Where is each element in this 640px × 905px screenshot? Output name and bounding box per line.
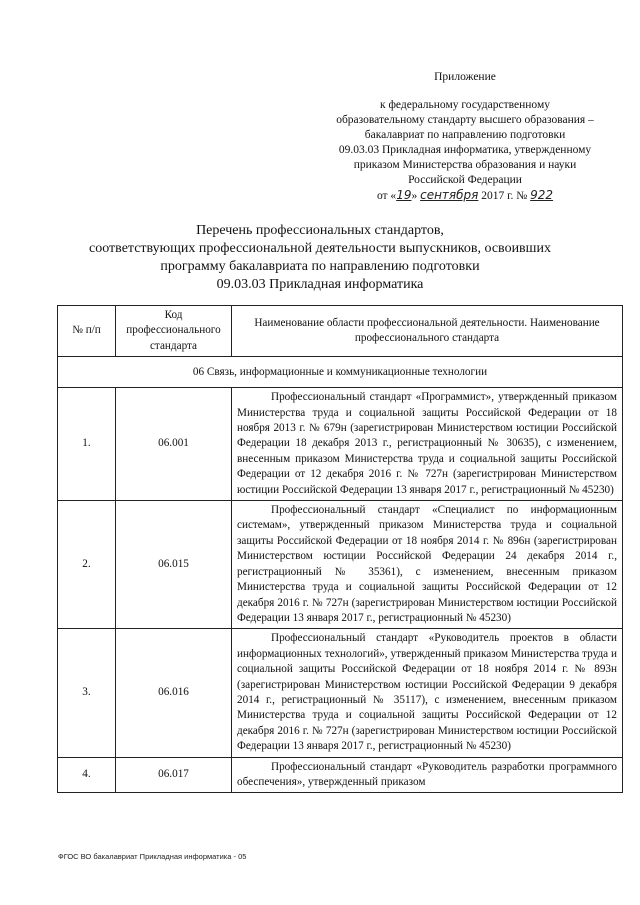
row-num: 2. (58, 501, 116, 629)
row-num: 1. (58, 388, 116, 501)
heading-line: соответствующих профессиональной деятельности выпускников, освоивших (89, 241, 551, 256)
handwritten-number: 922 (530, 188, 554, 202)
header-name: Наименование области профессиональной деятельности. Наименование профессионального стандарта (232, 306, 623, 357)
date-year: 2017 г. № (481, 190, 528, 202)
order-date-line (300, 188, 630, 204)
section-title: 06 Связь, информационные и коммуникационные технологии (58, 357, 623, 388)
appendix-line: Российской Федерации (408, 174, 522, 186)
row-code: 06.001 (116, 388, 232, 501)
row-code: 06.017 (116, 757, 232, 793)
handwritten-month: сентября (420, 188, 479, 202)
date-prefix: от « (376, 190, 397, 202)
appendix-line: бакалавриат по направлению подготовки (364, 129, 566, 141)
table-row (58, 388, 623, 501)
appendix-title: Приложение (434, 71, 496, 83)
row-text: Профессиональный стандарт «Руководитель проектов в области информационных технологий», утвержденный приказом Министерства труда и социальной защиты Российской Федерации от 18 ноября 2014 г. № 893н (зарегистрирован Министерством юстиции Российской Федерации 9 декабря 2014 г., регистрационный № 35117), с изменением, внесенным приказом Министерства труда и социальной защиты Российской Федерации от 12 декабря 2016 г. № 727н (зарегистрирован Министерством юстиции Российской Федерации 13 января 2017 г., регистрационный № 45230) (232, 629, 623, 757)
row-code: 06.015 (116, 501, 232, 629)
heading-line: 09.03.03 Прикладная информатика (216, 277, 424, 292)
row-text: Профессиональный стандарт «Программист», утвержденный приказом Министерства труда и социальной защиты Российской Федерации от 18 ноября 2013 г. № 679н (зарегистрирован Министерством юстиции Российской Федерации 18 декабря 2013 г., регистрационный № 30635), с изменением, внесенным приказом Министерства труда и социальной защиты Российской Федерации от 12 декабря 2016 г. № 727н (зарегистрирован Министерством юстиции Российской Федерации 13 января 2017 г., регистрационный № 45230) (232, 388, 623, 501)
page-footer: ФГОС ВО бакалавриат Прикладная информатика - 05 (58, 852, 247, 861)
appendix-line: 09.03.03 Прикладная информатика, утвержденному (338, 144, 592, 156)
row-num: 4. (58, 757, 116, 793)
table-row (58, 501, 623, 629)
row-code: 06.016 (116, 629, 232, 757)
header-num: № п/п (58, 306, 116, 357)
appendix-block (300, 70, 630, 204)
document-heading (60, 222, 580, 294)
date-mid: » (411, 190, 418, 202)
heading-line: Перечень профессиональных стандартов, (196, 223, 444, 238)
table-row (58, 757, 623, 793)
row-num: 3. (58, 629, 116, 757)
section-row (58, 357, 623, 388)
row-text: Профессиональный стандарт «Руководитель разработки программного обеспечения», утвержденный приказом (232, 757, 623, 793)
appendix-line: приказом Министерства образования и науки (353, 159, 577, 171)
standards-table (57, 305, 623, 793)
handwritten-day: 19 (396, 188, 412, 202)
heading-line: программу бакалавриата по направлению подготовки (160, 259, 480, 274)
table-header-row (58, 306, 623, 357)
appendix-line: к федеральному государственному (380, 99, 550, 111)
appendix-line: образовательному стандарту высшего образования – (336, 114, 594, 126)
header-code: Код профессионального стандарта (116, 306, 232, 357)
row-text: Профессиональный стандарт «Специалист по информационным системам», утвержденный приказом Министерства труда и социальной защиты Российской Федерации от 18 ноября 2014 г. № 896н (зарегистрирован Министерством юстиции Российской Федерации 24 декабря 2014 г., регистрационный № 35361), с изменением, внесенным приказом Министерства труда и социальной защиты Российской Федерации от 12 декабря 2016 г. № 727н (зарегистрирован Министерством юстиции Российской Федерации 13 января 2017 г., регистрационный № 45230) (232, 501, 623, 629)
table-row (58, 629, 623, 757)
